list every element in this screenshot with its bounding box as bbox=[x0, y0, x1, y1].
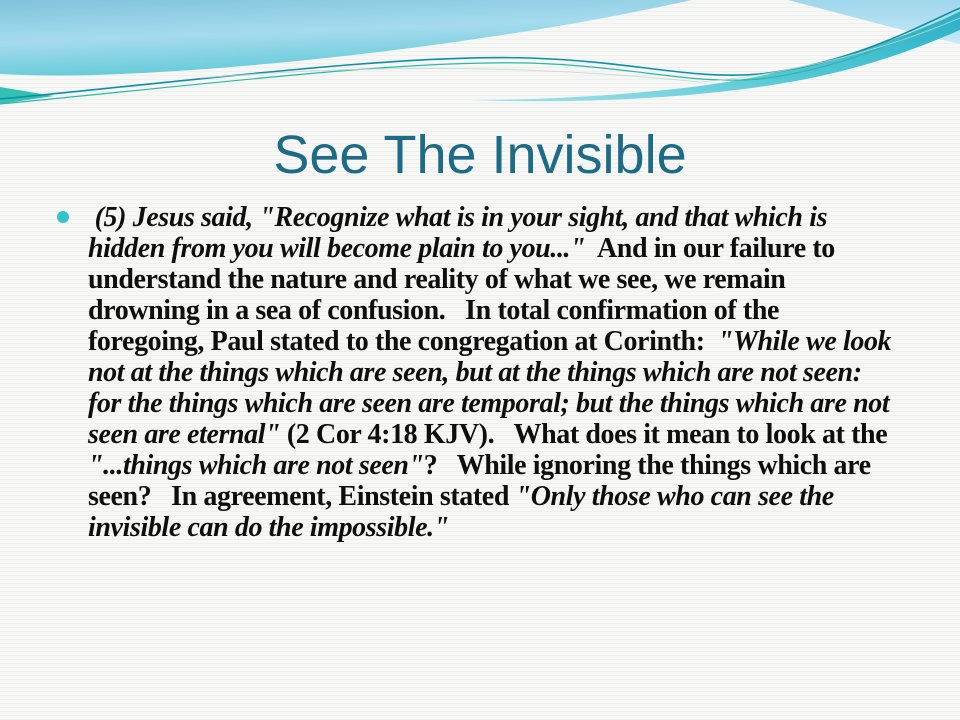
text-segment: "...things which are not seen" bbox=[88, 450, 424, 481]
text-segment: And in our failure to understand the nature and reality of what we see, we remain drowning in a sea of confusion. In total confirmation of the foregoing, Paul stated to the congregation at Corinth: bbox=[88, 233, 842, 357]
text-segment: "Only those who can see the invisible can do the impossible." bbox=[88, 481, 841, 543]
bullet-paragraph bbox=[88, 202, 898, 543]
body-text-block bbox=[0, 202, 960, 543]
sky-left-shape bbox=[0, 0, 692, 76]
text-segment: ? While ignoring the things which are seen? In agreement, Einstein stated bbox=[88, 450, 878, 512]
header-wave-decoration bbox=[0, 0, 960, 120]
text-segment: (2 Cor 4:18 KJV). What does it mean to look at the bbox=[280, 419, 894, 450]
bullet-marker bbox=[57, 211, 69, 223]
slide-title: See The Invisible bbox=[273, 125, 687, 185]
text-segment: (5) Jesus said, "Recognize what is in your sight, and that which is hidden from you will become plain to you..." bbox=[88, 202, 834, 264]
text-segment: "While we look not at the things which are seen, but at the things which are not seen: for the things which are seen are temporal; but the things which are not seen are eternal" bbox=[88, 326, 898, 450]
